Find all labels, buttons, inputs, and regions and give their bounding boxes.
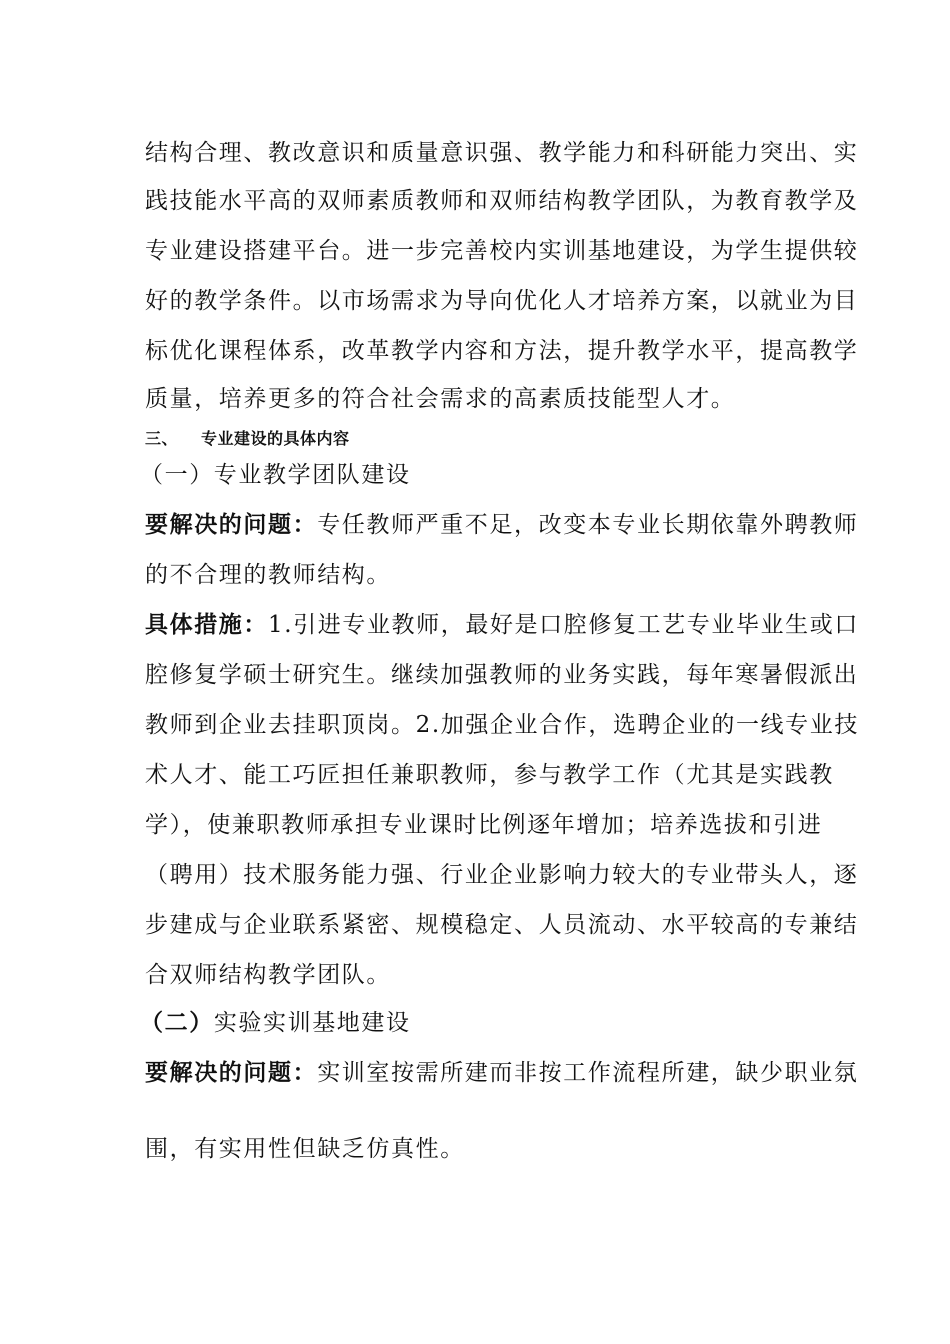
sub1-measures-line-8: 合双师结构教学团队。	[145, 962, 391, 988]
intro-line-4: 好的教学条件。以市场需求为导向优化人才培养方案，以就业为目	[145, 288, 859, 314]
sub1-measures-line-1	[145, 610, 859, 640]
intro-line-1: 结构合理、教改意识和质量意识强、教学能力和科研能力突出、实	[145, 140, 859, 166]
section-title: 专业建设的具体内容	[201, 429, 350, 448]
problem-label: 要解决的问题：	[145, 511, 318, 538]
intro-line-5: 标优化课程体系，改革教学内容和方法，提升教学水平，提高教学	[145, 338, 859, 364]
sub1-measures-line-2: 腔修复学硕士研究生。继续加强教师的业务实践，每年寒暑假派出	[145, 662, 859, 688]
intro-line-2: 践技能水平高的双师素质教师和双师结构教学团队，为教育教学及	[145, 188, 859, 214]
sub2-problem-line-2: 围，有实用性但缺乏仿真性。	[145, 1136, 465, 1162]
subsection-1-title: （一）专业教学团队建设	[140, 462, 411, 488]
sub1-measures-line-6: （聘用）技术服务能力强、行业企业影响力较大的专业带头人，逐	[145, 862, 859, 888]
sub1-measures-line-3: 教师到企业去挂职顶岗。2.加强企业合作，选聘企业的一线专业技	[145, 712, 859, 738]
sub1-measures-line-7: 步建成与企业联系紧密、规模稳定、人员流动、水平较高的专兼结	[145, 912, 859, 938]
measures-text: 1.引进专业教师，最好是口腔修复工艺专业毕业生或口	[268, 612, 859, 638]
measures-label: 具体措施：	[145, 611, 268, 638]
sub1-measures-line-4: 术人才、能工巧匠担任兼职教师，参与教学工作（尤其是实践教	[145, 762, 834, 788]
subsection-2-text: 实验实训基地建设	[213, 1010, 411, 1036]
problem-text: 实训室按需所建而非按工作流程所建，缺少职业氛	[317, 1060, 859, 1086]
sub1-measures-line-5: 学），使兼职教师承担专业课时比例逐年增加；培养选拔和引进	[145, 812, 823, 838]
problem-text: 专任教师严重不足，改变本专业长期依靠外聘教师	[317, 512, 859, 538]
problem-label: 要解决的问题：	[145, 1059, 318, 1086]
subsection-2-title	[140, 1008, 411, 1038]
sub2-problem-line-1	[145, 1058, 858, 1088]
intro-line-3: 专业建设搭建平台。进一步完善校内实训基地建设，为学生提供较	[145, 238, 859, 264]
subsection-2-number: （二）	[140, 1009, 214, 1036]
sub1-problem-line-1	[145, 510, 859, 540]
section-number: 三、	[145, 429, 179, 448]
intro-line-6: 质量，培养更多的符合社会需求的高素质技能型人才。	[145, 386, 736, 412]
sub1-problem-line-2: 的不合理的教师结构。	[145, 562, 391, 588]
section-heading	[145, 424, 350, 454]
